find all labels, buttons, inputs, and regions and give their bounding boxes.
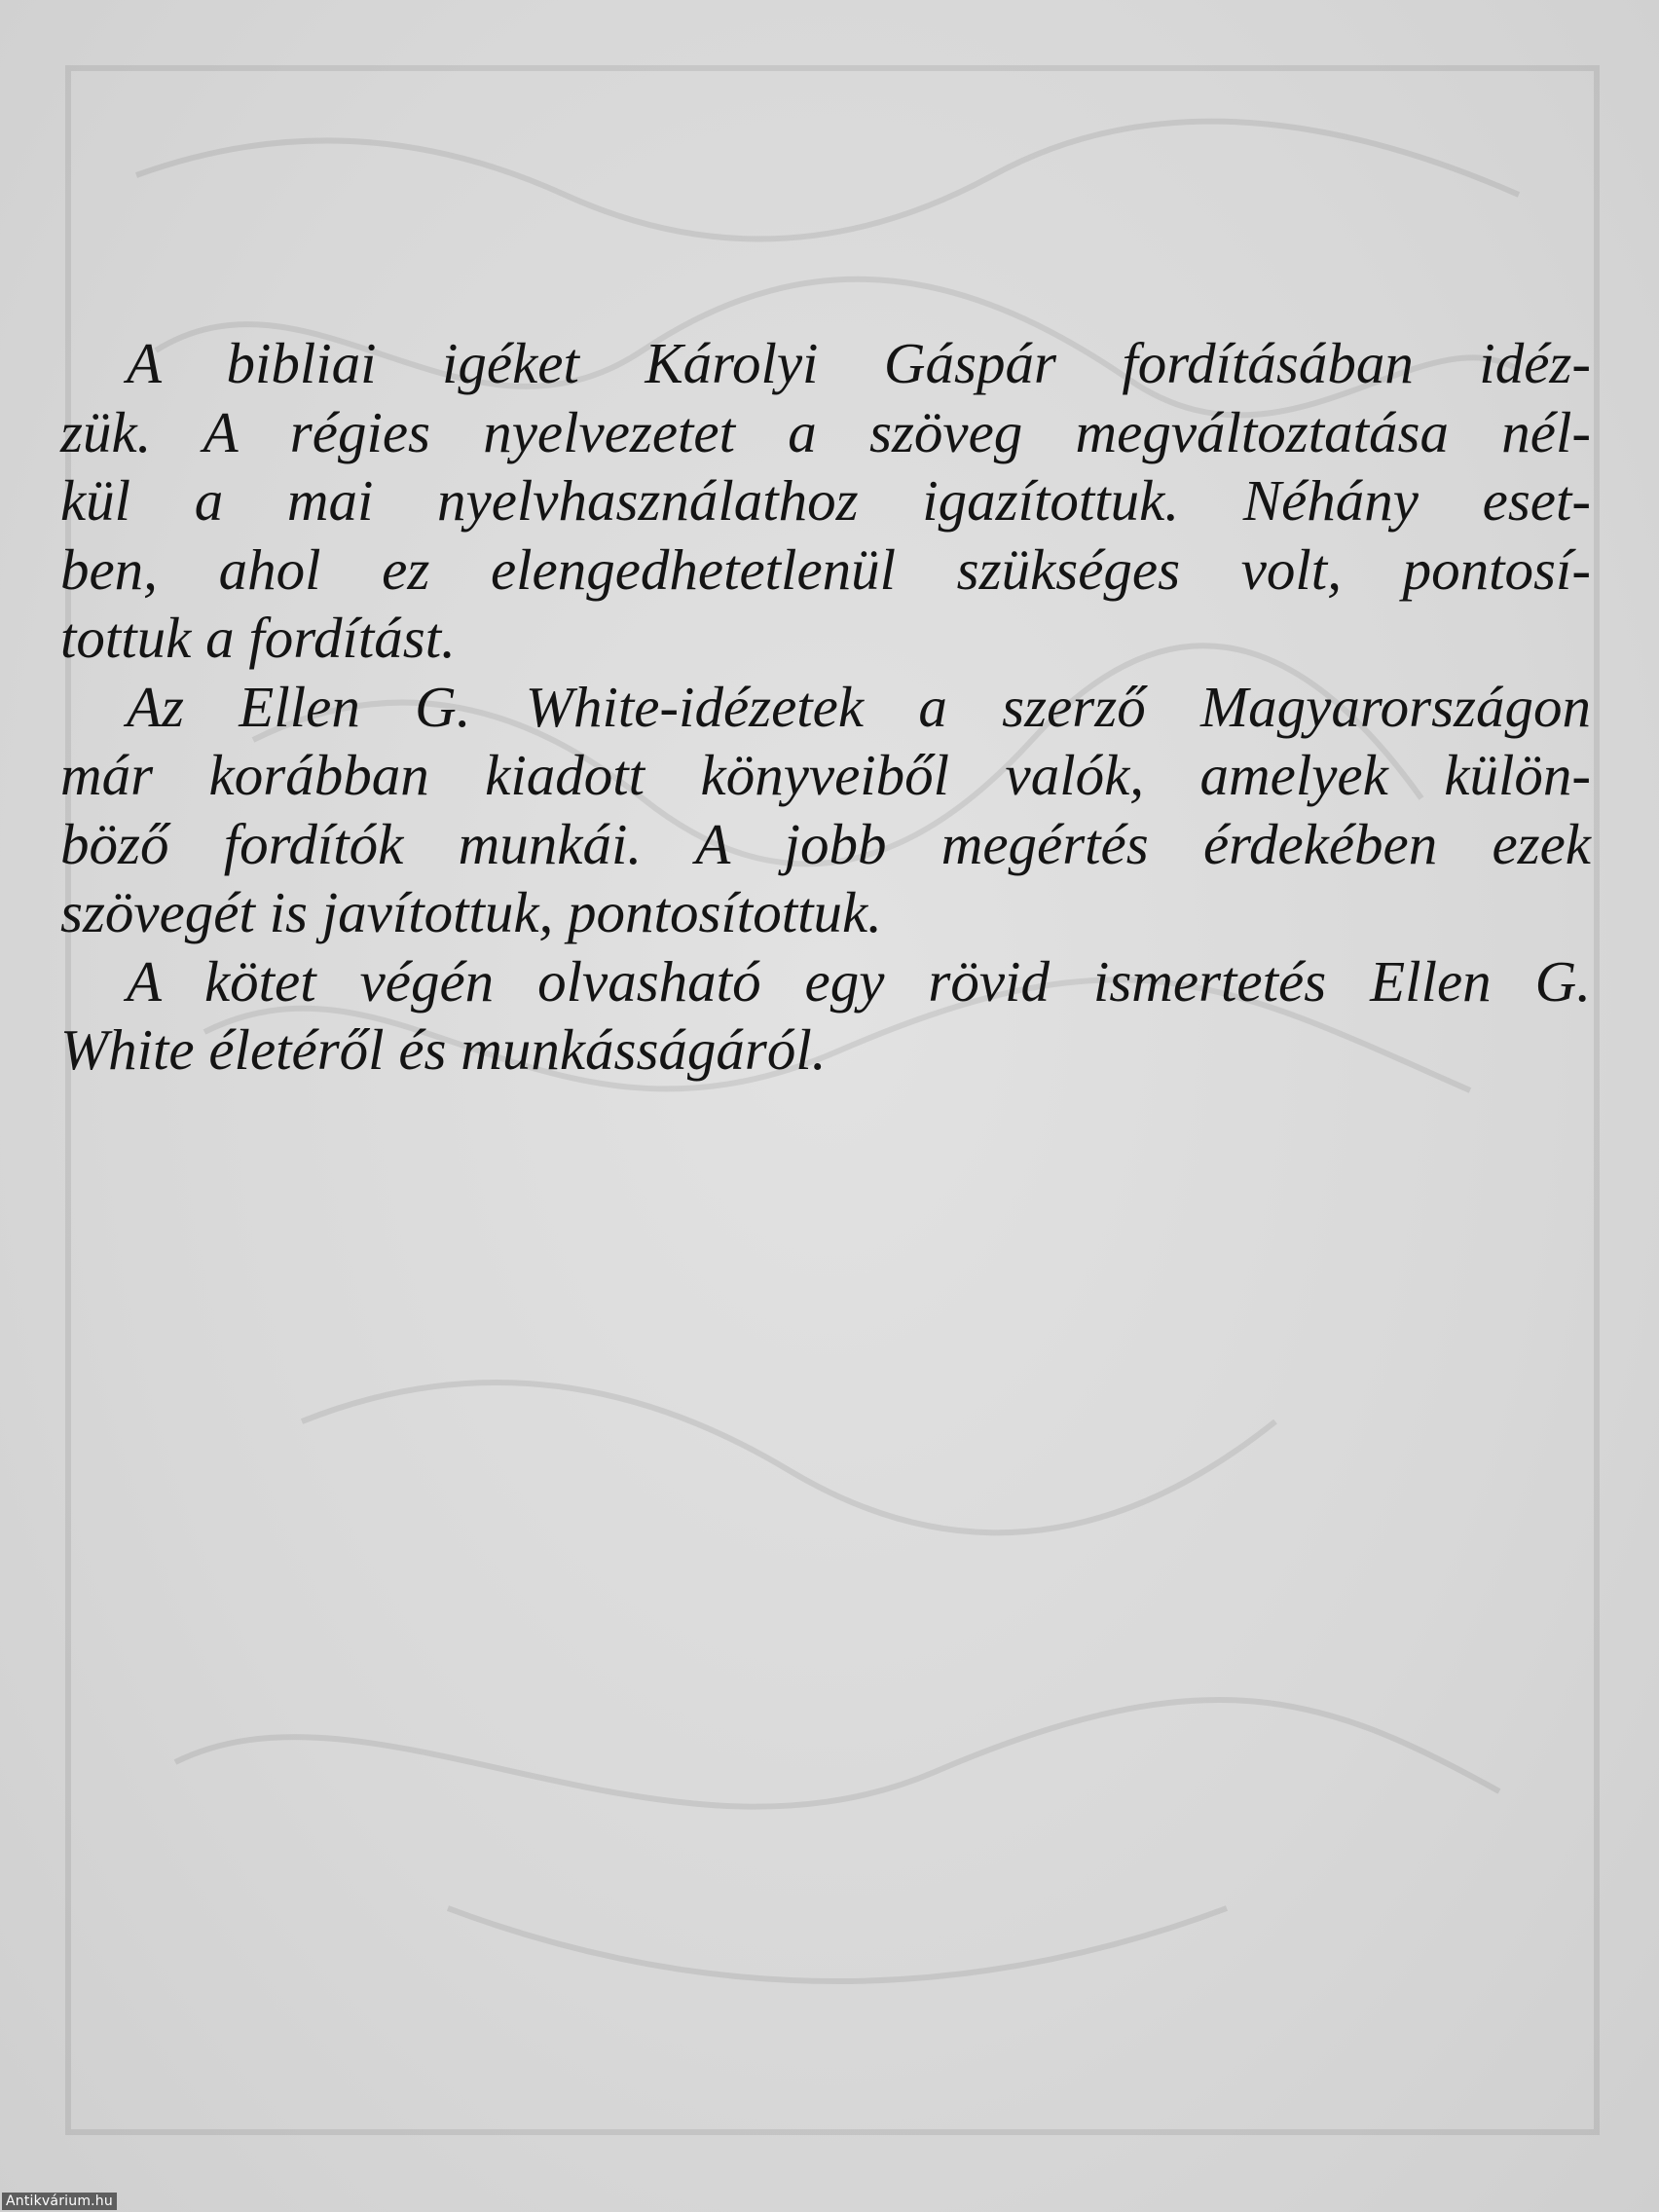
text-line: kül a mai nyelvhasználathoz igazítottuk. Néhány eset- — [60, 468, 1591, 533]
text-line: A bibliai igéket Károlyi Gáspár fordításában idéz- — [127, 331, 1591, 395]
text-line: ben, ahol ez elengedhetetlenül szükséges volt, pontosí- — [60, 536, 1591, 602]
text-line: A kötet végén olvasható egy rövid ismertetés Ellen G. — [127, 948, 1591, 1014]
text-line: White életéről és munkásságáról. — [60, 1017, 827, 1082]
paragraph-1 — [60, 329, 1591, 673]
text-line: böző fordítók munkái. A jobb megértés érdekében ezek — [60, 811, 1591, 876]
site-watermark: Antikvárium.hu — [2, 2193, 117, 2210]
body-text — [60, 329, 1591, 1085]
paragraph-2 — [60, 673, 1591, 947]
text-line: tottuk a fordítást. — [60, 606, 456, 670]
text-line: szövegét is javítottuk, pontosítottuk. — [60, 880, 882, 944]
text-line: Az Ellen G. White-idézetek a szerző Magyarországon — [127, 674, 1591, 739]
text-line: már korábban kiadott könyveiből valók, amelyek külön- — [60, 743, 1591, 807]
text-line: zük. A régies nyelvezetet a szöveg megváltoztatása nél- — [60, 399, 1591, 464]
paragraph-3 — [60, 947, 1591, 1085]
